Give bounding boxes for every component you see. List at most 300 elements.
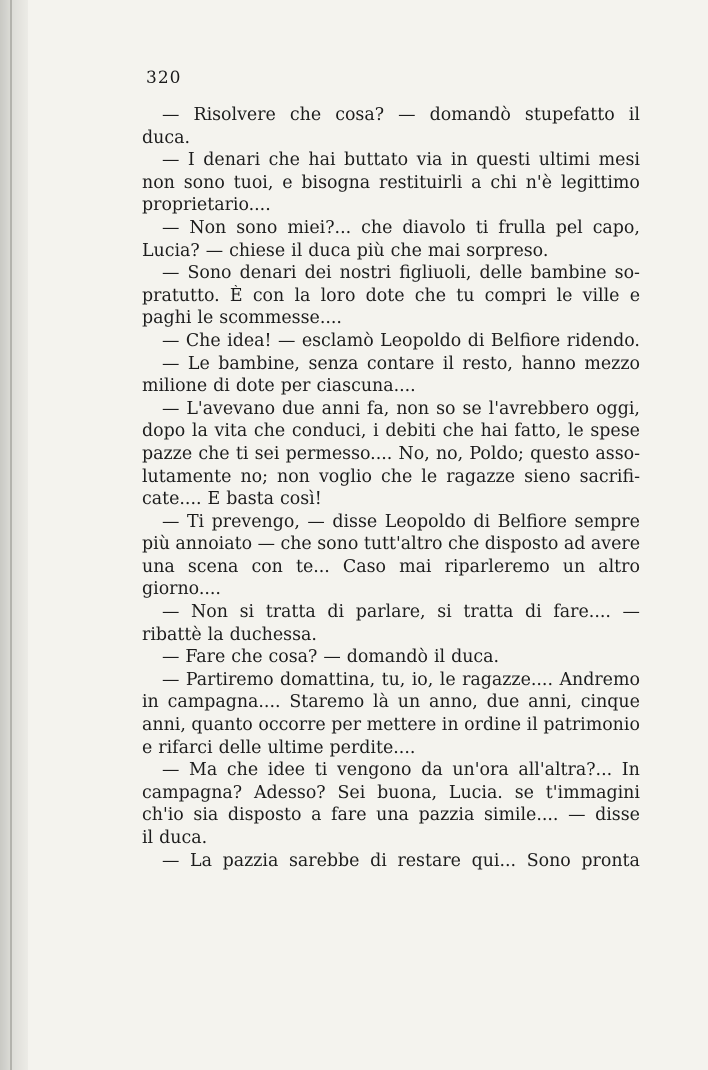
text-line: [142, 353, 640, 376]
word: dopo: [142, 421, 186, 442]
text-line: [142, 759, 640, 782]
word: Lucia.: [448, 782, 503, 803]
word: nostri: [339, 263, 392, 284]
word: che: [442, 421, 474, 442]
word: conduci,: [291, 421, 367, 442]
word: di: [370, 850, 387, 871]
word: legittimo: [560, 172, 640, 193]
word: figliuoli,: [399, 263, 472, 284]
word: disposto: [227, 805, 302, 826]
word: due: [486, 692, 520, 713]
word: no,: [435, 443, 464, 464]
text-line: [142, 307, 640, 330]
word: disse: [595, 805, 640, 826]
text-line: [142, 511, 640, 534]
text-line: [142, 262, 640, 285]
word: il: [291, 240, 303, 261]
word: ridendo.: [566, 330, 640, 351]
word: tutt'altro: [363, 534, 443, 555]
word: so: [436, 398, 456, 419]
word: Caso: [342, 556, 386, 577]
word: stupefatto: [524, 105, 615, 125]
word: perdite....: [329, 737, 416, 758]
binding-gutter: [0, 0, 28, 1070]
word: pratutto.: [142, 285, 220, 306]
word: questo: [530, 443, 590, 464]
word: vita: [214, 421, 248, 442]
word: si: [239, 602, 255, 623]
word: —: [162, 263, 180, 284]
word: voglio: [318, 466, 372, 487]
word: esclamò: [301, 330, 374, 351]
word: Lucia?: [142, 240, 200, 261]
word: Poldo;: [469, 443, 524, 464]
word: anni,: [528, 692, 572, 713]
word: tu: [456, 285, 475, 306]
word: L'avevano: [186, 398, 276, 419]
word: pel: [555, 217, 583, 238]
text-line: [142, 804, 640, 827]
text-line: [142, 533, 640, 556]
word: duchessa.: [229, 624, 317, 645]
word: no;: [240, 466, 268, 487]
word: tuoi,: [233, 172, 274, 193]
word: fatto,: [514, 421, 562, 442]
word: Ma: [189, 760, 218, 781]
text-line: [142, 646, 640, 669]
word: sono: [236, 217, 278, 238]
word: capo,: [592, 217, 640, 238]
text-line: [142, 578, 640, 601]
word: ultime: [267, 737, 324, 758]
word: il: [628, 105, 640, 125]
word: disposto: [484, 534, 559, 555]
word: un'ora: [452, 760, 509, 781]
word: che: [414, 285, 446, 306]
word: milione: [142, 376, 208, 397]
word: di: [473, 511, 491, 532]
word: —: [205, 240, 224, 261]
word: e: [629, 285, 640, 306]
word: le: [439, 669, 456, 690]
word: pazze: [142, 443, 193, 464]
word: —: [162, 217, 180, 238]
word: cosa?: [335, 105, 385, 125]
word: hai: [308, 150, 336, 171]
word: sono: [183, 172, 225, 193]
text-line: [142, 850, 640, 873]
word: Staremo: [289, 692, 365, 713]
word: denari: [203, 150, 261, 171]
word: asso-: [595, 443, 640, 464]
text-line: [142, 420, 640, 443]
word: Non: [189, 217, 227, 238]
word: annoiato: [175, 534, 253, 555]
word: fare: [331, 805, 367, 826]
text-line: [142, 601, 640, 624]
word: pazzia: [418, 805, 475, 826]
word: le: [567, 421, 584, 442]
word: idea!: [227, 330, 272, 351]
word: all'altra?...: [518, 760, 613, 781]
word: anni: [321, 398, 360, 419]
gutter-edge: [10, 0, 12, 1070]
word: hai: [480, 421, 508, 442]
word: con: [251, 556, 283, 577]
word: In: [621, 760, 640, 781]
word: —: [568, 805, 586, 826]
word: duca.: [451, 647, 500, 668]
word: hanno: [521, 353, 576, 374]
word: restare: [397, 850, 461, 871]
word: pronta: [581, 850, 640, 871]
text-line: [142, 466, 640, 489]
word: restituirli: [379, 172, 463, 193]
word: È: [229, 285, 243, 306]
word: I: [187, 150, 195, 171]
word: sei: [254, 443, 280, 464]
word: bambine: [530, 263, 607, 284]
text-line: [142, 714, 640, 737]
word: oggi,: [596, 398, 640, 419]
word: Non: [191, 602, 228, 623]
text-line: [142, 127, 640, 150]
word: sia: [193, 805, 219, 826]
text-line: [142, 488, 640, 511]
word: sono: [317, 534, 359, 555]
word: occorre: [258, 715, 326, 736]
word: non: [396, 398, 430, 419]
word: anni,: [142, 715, 186, 736]
word: più: [356, 240, 385, 261]
word: scommesse....: [219, 308, 342, 329]
word: che: [198, 443, 230, 464]
word: —: [162, 760, 180, 781]
word: che: [289, 105, 322, 125]
word: —: [162, 150, 180, 171]
word: Adesso?: [253, 782, 326, 803]
word: Che: [185, 330, 221, 351]
word: tratta: [265, 602, 316, 623]
word: mezzo: [584, 353, 640, 374]
word: —: [162, 398, 180, 419]
word: disse: [332, 511, 378, 532]
word: avere: [590, 534, 640, 555]
word: domandò: [429, 105, 511, 125]
text-line: [142, 443, 640, 466]
word: il: [442, 353, 454, 374]
word: ragazze: [446, 466, 516, 487]
word: domattina,: [280, 669, 376, 690]
word: pazzia: [222, 850, 279, 871]
word: mettere: [366, 715, 437, 736]
word: cate....: [142, 489, 202, 510]
word: duca: [308, 240, 351, 261]
text-line: [142, 240, 640, 263]
word: buttato: [344, 150, 409, 171]
word: buona,: [377, 782, 438, 803]
word: —: [162, 330, 180, 351]
word: ad: [563, 534, 586, 555]
word: se: [514, 782, 534, 803]
word: questi: [476, 150, 531, 171]
word: La: [190, 850, 212, 871]
word: si: [437, 602, 452, 623]
word: Ti: [186, 511, 205, 532]
word: a: [471, 172, 482, 193]
word: —: [307, 511, 325, 532]
word: in: [450, 150, 468, 171]
text-line: [142, 104, 640, 127]
word: prevengo,: [211, 511, 300, 532]
body-text: [142, 104, 640, 872]
word: permesso....: [285, 443, 393, 464]
word: Le: [187, 353, 210, 374]
word: dote: [365, 285, 405, 306]
word: che: [390, 240, 422, 261]
word: Belfiore: [490, 330, 561, 351]
word: che: [268, 150, 300, 171]
word: No,: [398, 443, 430, 464]
word: spese: [590, 421, 640, 442]
word: fare....: [553, 602, 611, 623]
word: di: [467, 330, 485, 351]
word: non: [142, 172, 175, 193]
word: cosa?: [268, 647, 318, 668]
word: bambine,: [218, 353, 300, 374]
word: che: [231, 647, 263, 668]
word: duca.: [159, 828, 208, 848]
word: proprietario....: [142, 195, 271, 216]
word: che: [280, 534, 312, 555]
word: Andremo: [559, 669, 640, 690]
word: quanto: [191, 715, 253, 736]
word: ragazze....: [462, 669, 553, 690]
word: tratta: [463, 602, 514, 623]
word: ti: [235, 443, 249, 464]
word: con: [252, 285, 285, 306]
word: —: [323, 647, 341, 668]
word: Belfiore: [497, 511, 567, 532]
word: —: [398, 105, 416, 125]
word: vengono: [336, 760, 412, 781]
text-line: [142, 737, 640, 760]
word: —: [277, 330, 296, 351]
word: Risolvere: [193, 105, 276, 125]
word: le: [556, 285, 573, 306]
word: —: [257, 534, 275, 555]
word: sieno: [524, 466, 571, 487]
word: Partiremo: [185, 669, 274, 690]
word: paghi: [142, 308, 192, 329]
word: due: [282, 398, 315, 419]
word: a: [311, 805, 322, 826]
text-line: [142, 556, 640, 579]
word: che: [226, 760, 259, 781]
word: delle: [218, 737, 262, 758]
word: il: [142, 828, 154, 848]
word: il: [433, 647, 446, 668]
word: da: [421, 760, 443, 781]
word: giorno....: [142, 579, 221, 600]
word: se: [462, 398, 482, 419]
word: rifarci: [158, 737, 213, 758]
word: tu,: [381, 669, 406, 690]
word: campagna....: [167, 692, 281, 713]
word: un: [562, 556, 586, 577]
word: l'avrebbero: [488, 398, 590, 419]
word: qui...: [471, 850, 517, 871]
word: resto,: [462, 353, 513, 374]
text-line: [142, 172, 640, 195]
word: idee: [267, 760, 306, 781]
word: le: [197, 308, 214, 329]
word: ville: [582, 285, 620, 306]
text-line: [142, 375, 640, 398]
text-line: [142, 217, 640, 240]
word: che: [448, 534, 480, 555]
word: cinque: [580, 692, 640, 713]
word: bisogna: [301, 172, 371, 193]
text-line: [142, 194, 640, 217]
text-line: [142, 330, 640, 353]
word: Sono: [526, 850, 571, 871]
word: in: [142, 692, 159, 713]
word: più: [142, 534, 170, 555]
word: —: [162, 511, 180, 532]
word: così!: [280, 489, 322, 510]
word: chiese: [229, 240, 286, 261]
word: E: [207, 489, 221, 510]
word: di: [213, 376, 230, 397]
word: loro: [320, 285, 356, 306]
word: non: [277, 466, 310, 487]
word: delle: [479, 263, 523, 284]
word: t'immagini: [545, 782, 640, 803]
word: —: [162, 647, 180, 668]
word: ribattè: [142, 624, 202, 645]
word: so-: [614, 263, 640, 284]
word: una: [376, 805, 409, 826]
word: senza: [308, 353, 359, 374]
word: Sono: [187, 263, 232, 284]
text-line: [142, 285, 640, 308]
word: ciascuna....: [316, 376, 416, 397]
word: ti: [475, 217, 489, 238]
word: denari: [239, 263, 297, 284]
word: altro: [598, 556, 640, 577]
word: di: [327, 602, 345, 623]
word: il: [526, 715, 538, 736]
word: sorpreso.: [466, 240, 549, 261]
word: la: [207, 624, 224, 645]
word: compri: [484, 285, 547, 306]
word: mesi: [598, 150, 640, 171]
word: e: [282, 172, 293, 193]
word: che: [381, 466, 413, 487]
page-number: 320: [146, 68, 182, 88]
text-line: [142, 691, 640, 714]
word: anno,: [429, 692, 478, 713]
word: le: [421, 466, 438, 487]
word: patrimonio: [543, 715, 640, 736]
word: Fare: [185, 647, 226, 668]
word: e: [142, 737, 153, 758]
word: fa,: [366, 398, 390, 419]
word: ordine: [464, 715, 522, 736]
word: ti: [314, 760, 328, 781]
word: mai: [427, 240, 461, 261]
word: frulla: [498, 217, 546, 238]
text-line: [142, 398, 640, 421]
word: —: [162, 353, 180, 374]
word: sacrifi-: [579, 466, 640, 487]
text-line: [142, 624, 640, 647]
word: basta: [226, 489, 275, 510]
word: Sei: [337, 782, 366, 803]
word: ultimi: [538, 150, 591, 171]
text-line: [142, 669, 640, 692]
word: di: [525, 602, 542, 623]
word: domandò: [346, 647, 428, 668]
word: campagna?: [142, 782, 243, 803]
word: lutamente: [142, 466, 232, 487]
word: scena: [187, 556, 239, 577]
word: i: [373, 421, 379, 442]
word: —: [622, 602, 640, 623]
word: via: [416, 150, 443, 171]
word: io,: [411, 669, 434, 690]
word: —: [162, 602, 180, 623]
word: chi: [490, 172, 517, 193]
word: ch'io: [142, 805, 184, 826]
word: contare: [366, 353, 435, 374]
word: mai: [399, 556, 432, 577]
word: sempre: [574, 511, 640, 532]
word: là: [373, 692, 389, 713]
text-line: [142, 782, 640, 805]
word: Leopoldo: [380, 330, 462, 351]
word: parlare,: [355, 602, 426, 623]
text-line: [142, 149, 640, 172]
word: duca.: [142, 127, 190, 148]
word: in: [441, 715, 459, 736]
word: una: [142, 556, 175, 577]
word: che: [253, 421, 286, 442]
word: la: [191, 421, 208, 442]
word: debiti: [385, 421, 436, 442]
word: diavolo: [402, 217, 466, 238]
word: dei: [304, 263, 332, 284]
word: sarebbe: [289, 850, 360, 871]
word: —: [162, 105, 180, 125]
word: Leopoldo: [384, 511, 466, 532]
word: che: [361, 217, 393, 238]
word: simile....: [483, 805, 559, 826]
word: un: [397, 692, 421, 713]
text-line: [142, 827, 640, 850]
word: riparleremo: [444, 556, 550, 577]
word: la: [294, 285, 311, 306]
word: te...: [295, 556, 330, 577]
word: n'è: [525, 172, 552, 193]
word: dote: [235, 376, 275, 397]
word: per: [331, 715, 362, 736]
word: —: [162, 850, 180, 871]
word: —: [162, 669, 180, 690]
word: miei?...: [287, 217, 352, 238]
word: per: [280, 376, 311, 397]
